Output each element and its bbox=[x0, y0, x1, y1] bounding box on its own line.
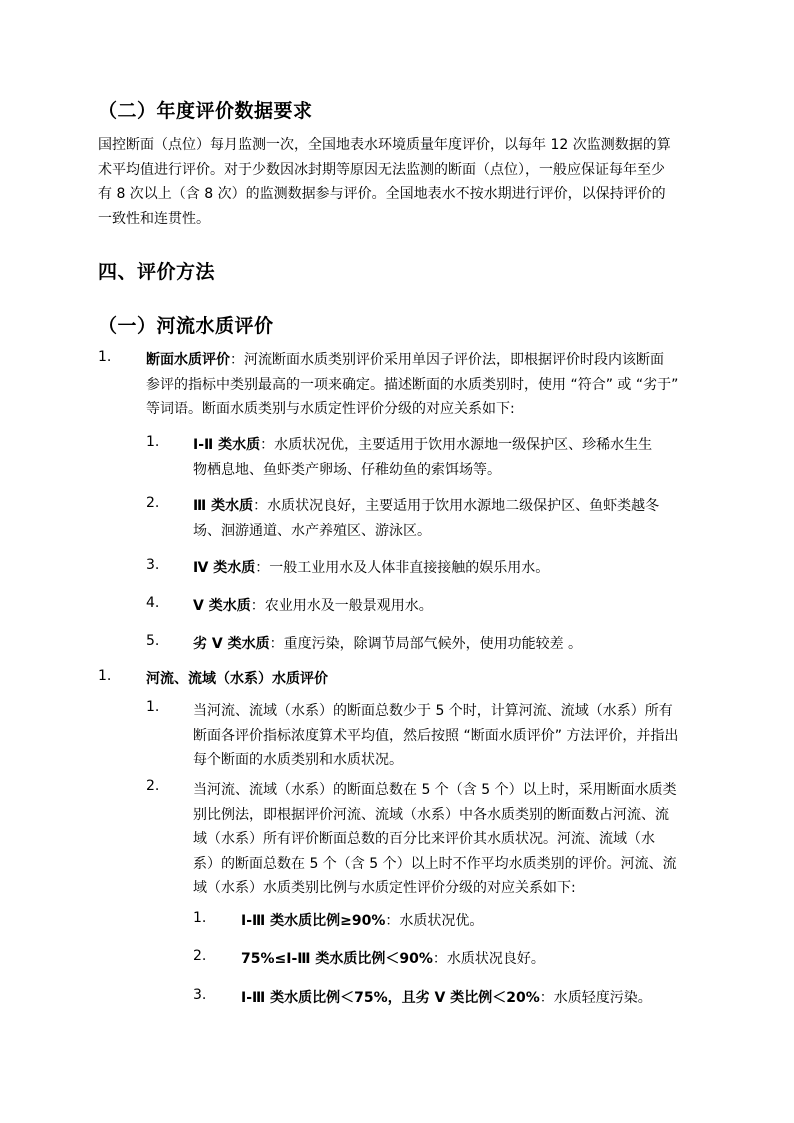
list-item bbox=[241, 910, 483, 930]
river-heading: （一）河流水质评价 bbox=[98, 315, 274, 337]
item-label: Ⅳ 类水质 bbox=[193, 560, 256, 576]
paragraph-line: 别比例法，即根据评价河流、流域（水系）中各水质类别的断面数占河流、流 bbox=[193, 806, 669, 823]
list-item bbox=[241, 948, 545, 968]
section-quality-line-1 bbox=[146, 349, 664, 369]
text-span: ：水质状况良好，主要适用于饮用水源地二级保护区、鱼虾类越冬 bbox=[253, 498, 660, 514]
item-label: Ⅲ 类水质 bbox=[193, 498, 254, 514]
list-number: 1. bbox=[146, 434, 160, 450]
river-basin-item-1 bbox=[193, 699, 678, 773]
list-number: 1. bbox=[193, 910, 207, 926]
item-label: 河流、流域（水系）水质评价 bbox=[146, 671, 328, 687]
paragraph-line: 一致性和连贯性。 bbox=[98, 210, 210, 227]
section-quality-line-3: 等词语。断面水质类别与水质定性评价分级的对应关系如下: bbox=[146, 401, 515, 417]
text-span: ：水质状况良好。 bbox=[432, 951, 545, 967]
paragraph-line: 术平均值进行评价。对于少数因冰封期等原因无法监测的断面（点位），一般应保证每年至少 bbox=[98, 161, 665, 178]
list-item bbox=[241, 987, 652, 1007]
item-label: Ⅰ-Ⅲ 类水质比例＜75%，且劣 Ⅴ 类比例＜20% bbox=[241, 990, 540, 1006]
list-number: 3. bbox=[193, 987, 207, 1003]
list-item-continuation: 物栖息地、鱼虾类产卵场、仔稚幼鱼的索饵场等。 bbox=[193, 462, 501, 478]
list-item bbox=[193, 557, 549, 577]
list-number: 2. bbox=[146, 495, 160, 511]
list-number: 1. bbox=[146, 699, 160, 715]
text-span: ：水质轻度污染。 bbox=[539, 990, 652, 1006]
item-label: Ⅰ-Ⅱ 类水质 bbox=[193, 437, 261, 453]
section-quality-line-2: 参评的指标中类别最高的一项来确定。描述断面的水质类别时，使用 “符合” 或 “劣于” bbox=[146, 377, 679, 393]
list-item bbox=[193, 495, 659, 515]
paragraph-line: 有 8 次以上（含 8 次）的监测数据参与评价。全国地表水不按水期进行评价，以保持评价的 bbox=[98, 186, 666, 202]
item-label: Ⅰ-Ⅲ 类水质比例≥90% bbox=[241, 913, 386, 929]
list-item bbox=[193, 633, 582, 653]
text-span: ：水质状况优，主要适用于饮用水源地一级保护区、珍稀水生生 bbox=[260, 437, 653, 453]
section-quality-label: 断面水质评价 bbox=[146, 352, 230, 368]
list-number: 3. bbox=[146, 557, 160, 573]
paragraph-line: 系）的断面总数在 5 个（含 5 个）以上时不作平均水质类别的评价。河流、流 bbox=[193, 855, 677, 872]
list-number: 4. bbox=[146, 595, 160, 611]
list-number: 2. bbox=[193, 948, 207, 964]
paragraph-line: 当河流、流域（水系）的断面总数在 5 个（含 5 个）以上时，采用断面水质类 bbox=[193, 782, 677, 798]
text-span: ：重度污染，除调节局部气候外，使用功能较差 。 bbox=[269, 636, 583, 652]
annual-data-paragraph bbox=[98, 133, 671, 231]
river-basin-item-2 bbox=[193, 778, 677, 901]
method-heading: 四、评价方法 bbox=[98, 261, 216, 283]
text-span: ：农业用水及一般景观用水。 bbox=[250, 598, 433, 614]
paragraph-line: 域（水系）水质类别比例与水质定性评价分级的对应关系如下: bbox=[193, 880, 576, 896]
item-label: Ⅴ 类水质 bbox=[193, 598, 251, 614]
annual-data-heading: （二）年度评价数据要求 bbox=[98, 100, 313, 122]
paragraph-line: 域（水系）所有评价断面总数的百分比来评价其水质状况。河流、流域（水 bbox=[193, 831, 655, 847]
list-item-continuation: 场、洄游通道、水产养殖区、游泳区。 bbox=[193, 523, 431, 539]
item-label: 75%≤Ⅰ-Ⅲ 类水质比例＜90% bbox=[241, 951, 433, 967]
list-number: 1. bbox=[98, 349, 112, 365]
paragraph-line: 当河流、流域（水系）的断面总数少于 5 个时，计算河流、流域（水系）所有 bbox=[193, 703, 673, 719]
paragraph-line: 断面各评价指标浓度算术平均值，然后按照 “断面水质评价” 方法评价，并指出 bbox=[193, 727, 679, 744]
text-span: ：河流断面水质类别评价采用单因子评价法，即根据评价时段内该断面 bbox=[230, 352, 664, 368]
text-span: ：水质状况优。 bbox=[385, 913, 484, 929]
list-number: 2. bbox=[146, 778, 160, 794]
list-number: 1. bbox=[98, 668, 112, 684]
list-item bbox=[193, 434, 652, 454]
item-label: 劣 Ⅴ 类水质 bbox=[193, 636, 270, 652]
paragraph-line: 国控断面（点位）每月监测一次，全国地表水环境质量年度评价，以每年 12 次监测数据的算 bbox=[98, 137, 671, 153]
list-item bbox=[193, 595, 433, 615]
list-number: 5. bbox=[146, 633, 160, 649]
text-span: ：一般工业用水及人体非直接接触的娱乐用水。 bbox=[255, 560, 550, 576]
river-basin-label bbox=[146, 668, 328, 688]
paragraph-line: 每个断面的水质类别和水质状况。 bbox=[193, 752, 403, 768]
